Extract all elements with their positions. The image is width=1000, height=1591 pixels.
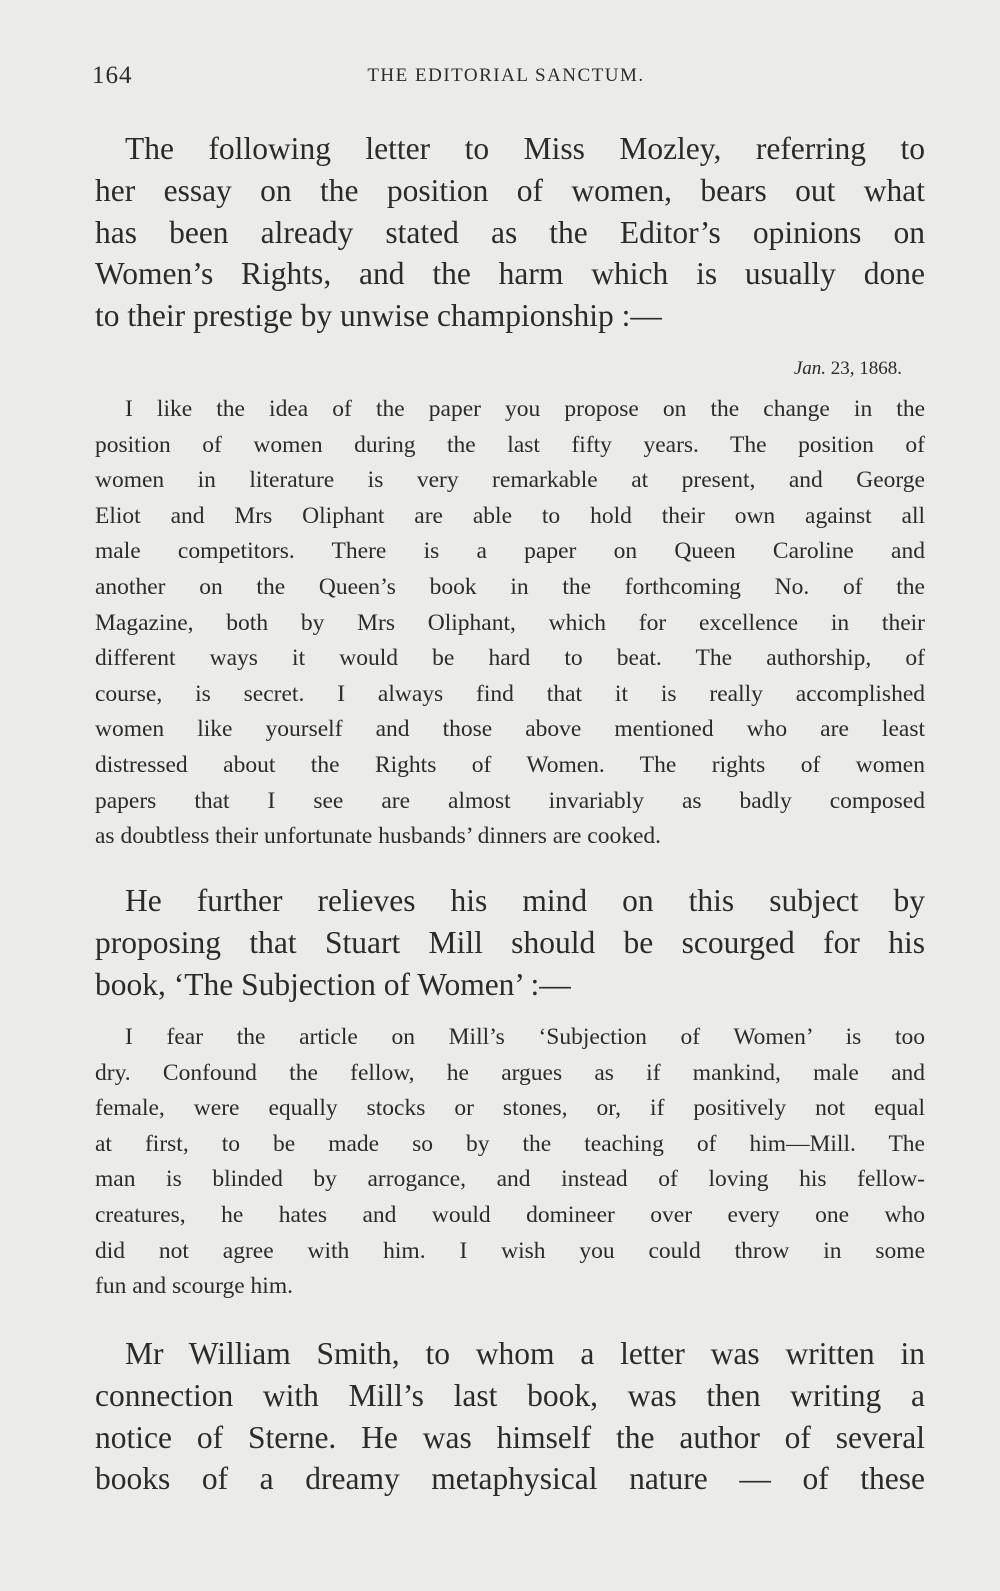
text-line: position of women during the last fifty years. The position of	[95, 431, 925, 458]
middle-paragraph	[95, 880, 925, 1005]
text-line: did not agree with him. I wish you could throw in some	[95, 1237, 925, 1264]
running-head: THE EDITORIAL SANCTUM.	[367, 65, 645, 86]
text-line: women in literature is very remarkable at present, and George	[95, 467, 925, 494]
final-paragraph	[95, 1333, 925, 1500]
text-line: I like the idea of the paper you propose on the change in the	[125, 396, 925, 422]
letter-date-month: Jan.	[793, 358, 826, 379]
text-line: at first, to be made so by the teaching of him—Mill. The	[95, 1130, 925, 1157]
intro-paragraph	[95, 128, 925, 337]
page-number: 164	[92, 62, 133, 89]
page-header	[92, 62, 920, 92]
text-line: I fear the article on Mill’s ‘Subjection of Women’ is too	[125, 1024, 925, 1050]
text-line: course, is secret. I always find that it is really accomplished	[95, 680, 925, 707]
text-line: connection with Mill’s last book, was then writing a	[95, 1377, 925, 1413]
letter-one	[95, 392, 925, 855]
text-line: creatures, he hates and would domineer over every one who	[95, 1201, 925, 1228]
text-line: Women’s Rights, and the harm which is usually done	[95, 256, 925, 292]
text-line: books of a dreamy metaphysical nature — of these	[95, 1461, 925, 1497]
text-line: proposing that Stuart Mill should be scourged for his	[95, 924, 925, 960]
text-line: another on the Queen’s book in the forthcoming No. of the	[95, 573, 925, 600]
text-line: female, were equally stocks or stones, or, if positively not equal	[95, 1095, 925, 1122]
text-line: man is blinded by arrogance, and instead of loving his fellow-	[95, 1166, 925, 1193]
text-line: book, ‘The Subjection of Women’ :—	[95, 966, 571, 1002]
text-line: fun and scourge him.	[95, 1273, 293, 1300]
letter-two	[95, 1020, 925, 1305]
text-line: dry. Confound the fellow, he argues as if mankind, male and	[95, 1059, 925, 1086]
text-line: women like yourself and those above mentioned who are least	[95, 716, 925, 743]
text-line: papers that I see are almost invariably as badly composed	[95, 787, 925, 814]
text-line: He further relieves his mind on this subject by	[125, 883, 925, 918]
letter-date-rest: 23, 1868.	[826, 358, 902, 379]
text-line: male competitors. There is a paper on Queen Caroline and	[95, 538, 925, 565]
text-line: to their prestige by unwise championship :—	[95, 298, 662, 334]
text-line: The following letter to Miss Mozley, referring to	[125, 131, 925, 166]
text-line: Mr William Smith, to whom a letter was written in	[125, 1336, 925, 1371]
text-line: Eliot and Mrs Oliphant are able to hold their own against all	[95, 502, 925, 529]
text-line: different ways it would be hard to beat. The authorship, of	[95, 645, 925, 672]
text-line: as doubtless their unfortunate husbands’ dinners are cooked.	[95, 823, 662, 850]
text-line: notice of Sterne. He was himself the author of several	[95, 1419, 925, 1455]
text-line: her essay on the position of women, bears out what	[95, 172, 925, 208]
letter-date	[794, 358, 902, 380]
text-line: distressed about the Rights of Women. The rights of women	[95, 751, 925, 778]
text-line: has been already stated as the Editor’s opinions on	[95, 214, 925, 250]
text-line: Magazine, both by Mrs Oliphant, which for excellence in their	[95, 609, 925, 636]
